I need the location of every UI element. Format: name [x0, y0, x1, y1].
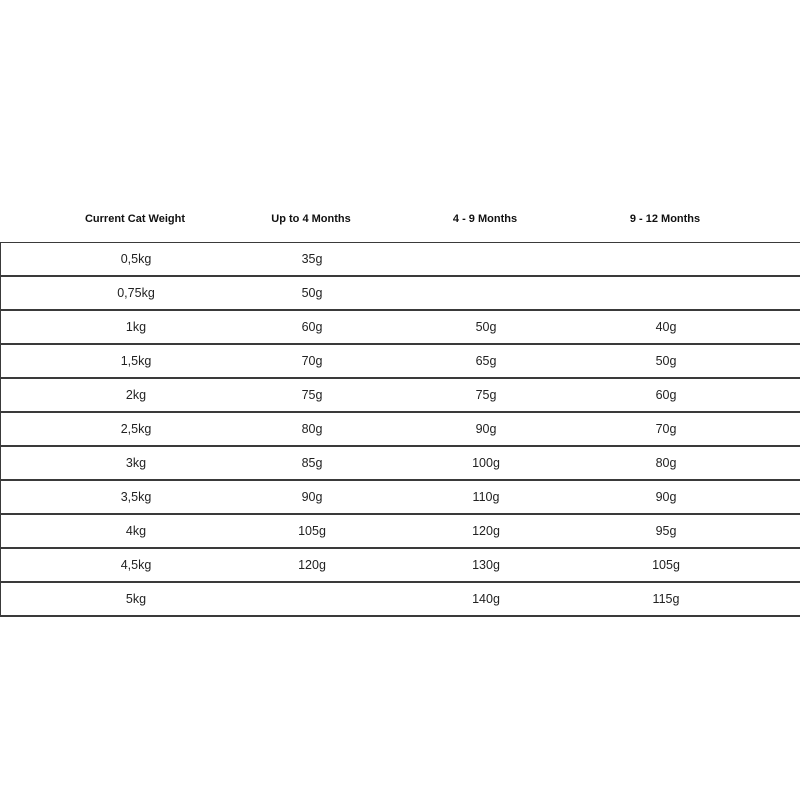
- cell-weight: 4kg: [125, 524, 147, 538]
- cell-up-to-4-months: 50g: [301, 286, 323, 300]
- header-4-9-months: 4 - 9 Months: [452, 213, 518, 225]
- table-row: [0, 447, 800, 481]
- header-current-cat-weight: Current Cat Weight: [84, 213, 186, 225]
- table-row: [0, 481, 800, 515]
- cell-weight: 2kg: [125, 388, 147, 402]
- cell-up-to-4-months: 60g: [301, 320, 323, 334]
- table-row: [0, 549, 800, 583]
- cell-weight: 0,75kg: [117, 286, 155, 300]
- cell-weight: 0,5kg: [120, 252, 152, 266]
- cell-4-9-months: 110g: [472, 490, 500, 504]
- cell-9-12-months: 50g: [655, 354, 677, 368]
- cell-9-12-months: 80g: [655, 456, 677, 470]
- cell-4-9-months: 130g: [472, 558, 500, 572]
- table-row: [0, 413, 800, 447]
- cell-4-9-months: 90g: [475, 422, 497, 436]
- cell-9-12-months: 115g: [652, 592, 680, 606]
- cell-4-9-months: 50g: [475, 320, 497, 334]
- table-body: [0, 242, 800, 617]
- cell-9-12-months: 40g: [655, 320, 677, 334]
- cell-up-to-4-months: 85g: [301, 456, 323, 470]
- table-header-row: [0, 204, 800, 234]
- table-row: [0, 345, 800, 379]
- cell-weight: 5kg: [125, 592, 147, 606]
- cell-weight: 4,5kg: [120, 558, 152, 572]
- cell-up-to-4-months: 120g: [298, 558, 326, 572]
- cell-9-12-months: 105g: [652, 558, 680, 572]
- cell-weight: 1,5kg: [120, 354, 152, 368]
- cell-9-12-months: 70g: [655, 422, 677, 436]
- table-row: [0, 277, 800, 311]
- cell-4-9-months: 75g: [475, 388, 497, 402]
- cell-9-12-months: 60g: [655, 388, 677, 402]
- cell-weight: 1kg: [125, 320, 147, 334]
- table-row: [0, 311, 800, 345]
- cell-9-12-months: 95g: [655, 524, 677, 538]
- table-row: [0, 583, 800, 617]
- header-up-to-4-months: Up to 4 Months: [271, 213, 351, 225]
- cell-up-to-4-months: 80g: [301, 422, 323, 436]
- cell-up-to-4-months: 35g: [301, 252, 323, 266]
- cell-4-9-months: 120g: [472, 524, 500, 538]
- header-9-12-months: 9 - 12 Months: [629, 213, 701, 225]
- cell-weight: 3,5kg: [120, 490, 152, 504]
- cell-up-to-4-months: 105g: [298, 524, 326, 538]
- cell-up-to-4-months: 70g: [301, 354, 323, 368]
- table-row: [0, 243, 800, 277]
- cell-4-9-months: 100g: [472, 456, 500, 470]
- feeding-table: [0, 204, 800, 617]
- cell-up-to-4-months: 90g: [301, 490, 323, 504]
- cell-4-9-months: 65g: [475, 354, 497, 368]
- cell-weight: 2,5kg: [120, 422, 152, 436]
- table-row: [0, 379, 800, 413]
- cell-9-12-months: 90g: [655, 490, 677, 504]
- table-row: [0, 515, 800, 549]
- cell-up-to-4-months: 75g: [301, 388, 323, 402]
- cell-4-9-months: 140g: [472, 592, 500, 606]
- cell-weight: 3kg: [125, 456, 147, 470]
